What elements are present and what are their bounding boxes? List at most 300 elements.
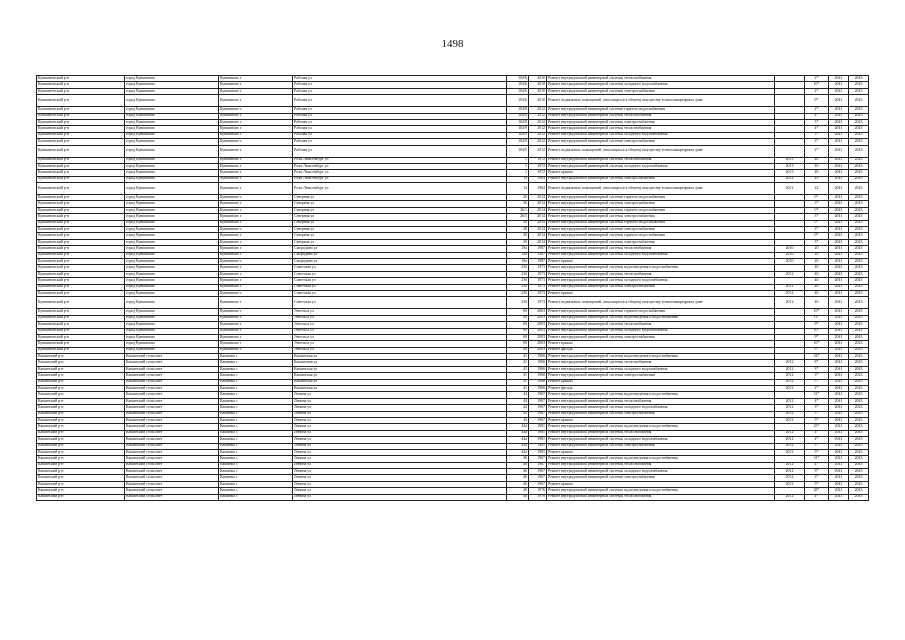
cell-locality: Кашинка с	[219, 398, 293, 404]
cell-year: 1966	[529, 379, 547, 385]
cell-street: Ленина ул	[293, 443, 507, 449]
cell-work: Ремонт внутридомовой инженерной системы водоотведения и водоснабжения	[547, 488, 775, 494]
cell-locality: Кувшиново г	[219, 284, 293, 290]
cell-district: Кашинский р-н	[37, 411, 125, 417]
cell-mark: 4*	[805, 398, 829, 404]
cell-street: Рабочая ул	[293, 76, 507, 82]
cell-house: 26	[507, 195, 529, 201]
cell-to: 2043	[849, 328, 869, 334]
cell-to: 2043	[849, 170, 869, 176]
cell-year: 1964	[529, 176, 547, 182]
cell-street: Ленина ул	[293, 469, 507, 475]
cell-to: 2043	[849, 366, 869, 372]
cell-from: 2041	[829, 145, 849, 157]
cell-to: 2043	[849, 132, 869, 138]
cell-mark: 3*	[805, 132, 829, 138]
cell-to: 2043	[849, 456, 869, 462]
cell-year: 1973	[529, 265, 547, 271]
cell-settlement: Кашинский сельсовет	[125, 469, 219, 475]
cell-settlement: Кашинский сельсовет	[125, 373, 219, 379]
cell-to: 2043	[849, 214, 869, 220]
cell-to: 2043	[849, 278, 869, 284]
cell-year: 1966	[529, 366, 547, 372]
cell-from: 2041	[829, 443, 849, 449]
cell-house: 41	[507, 366, 529, 372]
cell-district: Кувшиновский р-н	[37, 207, 125, 213]
cell-to: 2043	[849, 207, 869, 213]
cell-from: 2041	[829, 163, 849, 169]
cell-district: Кувшиновский р-н	[37, 246, 125, 252]
cell-from: 2041	[829, 220, 849, 226]
cell-from: 2041	[829, 119, 849, 125]
cell-repair-year: 2013	[775, 157, 805, 163]
cell-mark: 4*	[805, 126, 829, 132]
cell-settlement: город Кувшиново	[125, 341, 219, 347]
cell-mark: 2*	[805, 145, 829, 157]
cell-from: 2041	[829, 76, 849, 82]
cell-from: 2041	[829, 386, 849, 392]
cell-from: 2041	[829, 494, 849, 500]
cell-district: Кашинский р-н	[37, 392, 125, 398]
cell-settlement: Кашинский сельсовет	[125, 405, 219, 411]
cell-year: 2014	[529, 233, 547, 239]
cell-work: Ремонт внутридомовой инженерной системы теплоснабжения	[547, 271, 775, 277]
cell-house: 14	[507, 183, 529, 195]
cell-district: Кувшиновский р-н	[37, 201, 125, 207]
cell-mark: 4*	[805, 430, 829, 436]
cell-work: Ремонт внутридомовой инженерной системы водоотведения и водоснабжения	[547, 315, 775, 321]
cell-work: Ремонт крыши	[547, 417, 775, 423]
cell-settlement: город Кувшиново	[125, 252, 219, 258]
cell-house: 44а	[507, 443, 529, 449]
cell-year: 1964	[529, 183, 547, 195]
cell-mark: 28*	[805, 488, 829, 494]
cell-work: Ремонт внутридомовой инженерной системы водоотведения и водоснабжения	[547, 354, 775, 360]
cell-house: 41	[507, 360, 529, 366]
cell-from: 2041	[829, 411, 849, 417]
cell-street: Рабочая ул	[293, 82, 507, 88]
cell-locality: Кувшиново г	[219, 207, 293, 213]
cell-from: 2041	[829, 170, 849, 176]
cell-year: 1973	[529, 278, 547, 284]
cell-from: 2041	[829, 201, 849, 207]
cell-district: Кашинский р-н	[37, 366, 125, 372]
cell-work: Ремонт фасада	[547, 347, 775, 353]
cell-work: Ремонт внутридомовой инженерной системы электроснабжения	[547, 88, 775, 94]
cell-year: 1967	[529, 417, 547, 423]
cell-settlement: город Кувшиново	[125, 119, 219, 125]
cell-locality: Кувшиново г	[219, 163, 293, 169]
cell-year: 2012	[529, 119, 547, 125]
cell-year: 2010	[529, 76, 547, 82]
cell-district: Кашинский р-н	[37, 475, 125, 481]
cell-district: Кашинский р-н	[37, 462, 125, 468]
cell-locality: Кувшиново г	[219, 132, 293, 138]
cell-repair-year: 2012	[775, 284, 805, 290]
cell-work: Ремонт внутридомовой инженерной системы холодного водоснабжения	[547, 132, 775, 138]
cell-work: Ремонт внутридомовой инженерной системы электроснабжения	[547, 284, 775, 290]
cell-house: 48	[507, 494, 529, 500]
cell-from: 2041	[829, 107, 849, 113]
cell-work: Ремонт внутридомовой инженерной системы холодного водоснабжения	[547, 469, 775, 475]
cell-repair-year: 2012	[775, 462, 805, 468]
cell-street: Рабочая ул	[293, 107, 507, 113]
cell-locality: Кашинка с	[219, 437, 293, 443]
cell-district: Кашинский р-н	[37, 386, 125, 392]
cell-year: 1987	[529, 258, 547, 264]
cell-house: 104/8	[507, 113, 529, 119]
cell-year: 1973	[529, 284, 547, 290]
cell-repair-year: 2012	[775, 449, 805, 455]
cell-work: Ремонт внутридомовой инженерной системы теплоснабжения	[547, 322, 775, 328]
cell-year: 1967	[529, 392, 547, 398]
cell-year: 1976	[529, 494, 547, 500]
cell-settlement: город Кувшиново	[125, 170, 219, 176]
cell-locality: Кувшиново г	[219, 107, 293, 113]
cell-from: 2041	[829, 82, 849, 88]
cell-from: 2041	[829, 456, 849, 462]
cell-street: Рабочая ул	[293, 145, 507, 157]
cell-mark: 22	[805, 183, 829, 195]
cell-year: 2010	[529, 88, 547, 94]
cell-locality: Кувшиново г	[219, 271, 293, 277]
cell-street: Розы Люксембург ул	[293, 163, 507, 169]
cell-settlement: город Кувшиново	[125, 334, 219, 340]
cell-to: 2043	[849, 360, 869, 366]
cell-to: 2043	[849, 334, 869, 340]
cell-mark: 4*	[805, 437, 829, 443]
cell-street: Советская ул	[293, 271, 507, 277]
cell-to: 2043	[849, 233, 869, 239]
cell-to: 2043	[849, 488, 869, 494]
cell-mark: 2*	[805, 76, 829, 82]
cell-mark: 3*	[805, 214, 829, 220]
cell-street: Ленина ул	[293, 424, 507, 430]
cell-work: Ремонт внутридомовой инженерной системы электроснабжения	[547, 227, 775, 233]
table-row	[37, 183, 869, 195]
cell-district: Кувшиновский р-н	[37, 113, 125, 119]
cell-house: 104/9	[507, 145, 529, 157]
cell-mark: 40	[805, 265, 829, 271]
cell-mark: 3*	[805, 405, 829, 411]
cell-district: Кувшиновский р-н	[37, 328, 125, 334]
cell-street: Советская ул	[293, 265, 507, 271]
cell-settlement: город Кувшиново	[125, 95, 219, 107]
cell-to: 2043	[849, 417, 869, 423]
cell-settlement: город Кувшиново	[125, 309, 219, 315]
cell-mark: 10*	[805, 309, 829, 315]
cell-locality: Кувшиново г	[219, 201, 293, 207]
cell-settlement: Кашинский сельсовет	[125, 494, 219, 500]
cell-to: 2043	[849, 163, 869, 169]
cell-mark: 9*	[805, 334, 829, 340]
cell-district: Кашинский р-н	[37, 373, 125, 379]
cell-locality: Кашинка с	[219, 411, 293, 417]
cell-settlement: Кашинский сельсовет	[125, 488, 219, 494]
cell-settlement: город Кувшиново	[125, 88, 219, 94]
cell-work: Ремонт внутридомовой инженерной системы горячего водоснабжения	[547, 107, 775, 113]
cell-district: Кувшиновский р-н	[37, 258, 125, 264]
cell-mark: 10*	[805, 341, 829, 347]
cell-to: 2043	[849, 475, 869, 481]
cell-from: 2041	[829, 252, 849, 258]
cell-district: Кувшиновский р-н	[37, 145, 125, 157]
cell-district: Кувшиновский р-н	[37, 126, 125, 132]
cell-district: Кашинский р-н	[37, 354, 125, 360]
cell-work: Ремонт крыши	[547, 341, 775, 347]
cell-locality: Кувшиново г	[219, 113, 293, 119]
cell-district: Кувшиновский р-н	[37, 278, 125, 284]
cell-work: Ремонт внутридомовой инженерной системы электроснабжения	[547, 334, 775, 340]
cell-work: Ремонт внутридомовой инженерной системы водоотведения и водоснабжения	[547, 392, 775, 398]
cell-house: 104/6	[507, 88, 529, 94]
cell-work: Ремонт внутридомовой инженерной системы электроснабжения	[547, 443, 775, 449]
cell-district: Кашинский р-н	[37, 456, 125, 462]
cell-mark: 25*	[805, 424, 829, 430]
cell-to: 2043	[849, 437, 869, 443]
cell-year: 1966	[529, 386, 547, 392]
cell-house: 69	[507, 341, 529, 347]
cell-from: 2041	[829, 334, 849, 340]
cell-locality: Кувшиново г	[219, 347, 293, 353]
cell-locality: Кашинка с	[219, 449, 293, 455]
cell-district: Кашинский р-н	[37, 417, 125, 423]
cell-settlement: Кашинский сельсовет	[125, 462, 219, 468]
cell-work: Ремонт внутридомовой инженерной системы холодного водоснабжения	[547, 163, 775, 169]
cell-house: 23б	[507, 265, 529, 271]
cell-locality: Кувшиново г	[219, 220, 293, 226]
cell-street: Розы Люксембург ул	[293, 176, 507, 182]
cell-repair-year: 2013	[775, 163, 805, 169]
cell-to: 2043	[849, 246, 869, 252]
cell-year: 2012	[529, 126, 547, 132]
cell-mark: 40	[805, 157, 829, 163]
cell-district: Кувшиновский р-н	[37, 195, 125, 201]
cell-street: Ленина ул	[293, 456, 507, 462]
cell-from: 2041	[829, 297, 849, 309]
cell-street: Северная ул	[293, 207, 507, 213]
cell-from: 2041	[829, 469, 849, 475]
cell-year: 2012	[529, 139, 547, 145]
cell-district: Кувшиновский р-н	[37, 214, 125, 220]
table-row	[37, 145, 869, 157]
cell-year: 2014	[529, 227, 547, 233]
cell-district: Кувшиновский р-н	[37, 163, 125, 169]
cell-house: 28	[507, 227, 529, 233]
cell-settlement: Кашинский сельсовет	[125, 360, 219, 366]
cell-year: 2014	[529, 195, 547, 201]
cell-to: 2043	[849, 481, 869, 487]
cell-repair-year: 2012	[775, 443, 805, 449]
cell-locality: Кувшиново г	[219, 278, 293, 284]
cell-work: Ремонт внутридомовой инженерной системы водоотведения и водоснабжения	[547, 265, 775, 271]
cell-locality: Кувшиново г	[219, 233, 293, 239]
cell-mark: 3*	[805, 475, 829, 481]
cell-district: Кашинский р-н	[37, 437, 125, 443]
cell-house: 44	[507, 392, 529, 398]
cell-to: 2043	[849, 195, 869, 201]
cell-street: Северная ул	[293, 239, 507, 245]
cell-settlement: город Кувшиново	[125, 214, 219, 220]
cell-repair-year: 2012	[775, 176, 805, 182]
cell-mark: 40	[805, 271, 829, 277]
cell-repair-year: 2010	[775, 246, 805, 252]
cell-work: Ремонт крыши	[547, 290, 775, 296]
cell-to: 2043	[849, 411, 869, 417]
cell-street: Северная ул	[293, 195, 507, 201]
cell-from: 2041	[829, 437, 849, 443]
cell-from: 2041	[829, 233, 849, 239]
cell-settlement: город Кувшиново	[125, 132, 219, 138]
cell-house: 69	[507, 328, 529, 334]
cell-from: 2041	[829, 417, 849, 423]
cell-from: 2041	[829, 475, 849, 481]
cell-mark: 40	[805, 170, 829, 176]
cell-district: Кашинский р-н	[37, 469, 125, 475]
cell-from: 2041	[829, 176, 849, 182]
cell-work: Ремонт внутридомовой инженерной системы горячего водоснабжения	[547, 233, 775, 239]
cell-street: Энгельса ул	[293, 334, 507, 340]
cell-repair-year: 2012	[775, 469, 805, 475]
cell-year: 2012	[529, 113, 547, 119]
cell-year: 1973	[529, 271, 547, 277]
cell-year: 1973	[529, 290, 547, 296]
cell-year: 2014	[529, 220, 547, 226]
cell-year: 2012	[529, 145, 547, 157]
cell-locality: Кувшиново г	[219, 139, 293, 145]
cell-district: Кувшиновский р-н	[37, 284, 125, 290]
cell-work: Ремонт внутридомовой инженерной системы горячего водоснабжения	[547, 207, 775, 213]
cell-street: Кашинская ул	[293, 373, 507, 379]
cell-mark: 10*	[805, 82, 829, 88]
cell-mark: 20	[805, 258, 829, 264]
cell-district: Кашинский р-н	[37, 494, 125, 500]
cell-house: 44	[507, 411, 529, 417]
cell-mark: 0*	[805, 220, 829, 226]
cell-to: 2043	[849, 157, 869, 163]
cell-work: Ремонт внутридомовой инженерной системы холодного водоснабжения	[547, 437, 775, 443]
cell-district: Кувшиновский р-н	[37, 95, 125, 107]
cell-mark: 3*	[805, 469, 829, 475]
capital-repair-table	[36, 75, 869, 501]
cell-street: Рабочая ул	[293, 126, 507, 132]
cell-locality: Кувшиново г	[219, 297, 293, 309]
cell-repair-year	[775, 145, 805, 157]
cell-house: 46	[507, 469, 529, 475]
page-number: 1498	[441, 38, 464, 50]
cell-work: Ремонт внутридомовой инженерной системы холодного водоснабжения	[547, 328, 775, 334]
cell-year: 1981	[529, 424, 547, 430]
cell-to: 2043	[849, 405, 869, 411]
cell-settlement: город Кувшиново	[125, 163, 219, 169]
cell-street: Розы Люксембург ул	[293, 170, 507, 176]
cell-mark: 5*	[805, 481, 829, 487]
cell-to: 2043	[849, 392, 869, 398]
cell-locality: Кувшиново г	[219, 88, 293, 94]
cell-to: 2043	[849, 126, 869, 132]
cell-house: 18а	[507, 246, 529, 252]
cell-street: Кашинская ул	[293, 379, 507, 385]
cell-district: Кувшиновский р-н	[37, 239, 125, 245]
cell-year: 1967	[529, 475, 547, 481]
table-body	[37, 76, 869, 501]
cell-mark: 2*	[805, 386, 829, 392]
cell-work: Ремонт внутридомовой инженерной системы теплоснабжения	[547, 246, 775, 252]
cell-from: 2041	[829, 195, 849, 201]
cell-district: Кувшиновский р-н	[37, 347, 125, 353]
cell-year: 2003	[529, 328, 547, 334]
cell-mark: 3*	[805, 373, 829, 379]
cell-mark: 3*	[805, 227, 829, 233]
cell-house: 104/9	[507, 126, 529, 132]
cell-work: Ремонт подвальных помещений, относящихся к общему имуществу в многоквартирном доме	[547, 297, 775, 309]
cell-settlement: город Кувшиново	[125, 278, 219, 284]
cell-district: Кувшиновский р-н	[37, 183, 125, 195]
cell-mark: 40	[805, 284, 829, 290]
cell-district: Кувшиновский р-н	[37, 341, 125, 347]
cell-district: Кувшиновский р-н	[37, 82, 125, 88]
cell-settlement: город Кувшиново	[125, 347, 219, 353]
cell-year: 2014	[529, 207, 547, 213]
cell-locality: Кашинка с	[219, 392, 293, 398]
cell-mark: 3*	[805, 239, 829, 245]
cell-mark: 3*	[805, 443, 829, 449]
cell-to: 2043	[849, 462, 869, 468]
cell-house: 46	[507, 475, 529, 481]
cell-to: 2043	[849, 297, 869, 309]
cell-street: Ленина ул	[293, 494, 507, 500]
cell-work: Ремонт внутридомовой инженерной системы водоотведения и водоснабжения	[547, 424, 775, 430]
cell-from: 2041	[829, 430, 849, 436]
cell-from: 2041	[829, 139, 849, 145]
table-row	[37, 95, 869, 107]
cell-repair-year: 2012	[775, 386, 805, 392]
cell-work: Ремонт крыши	[547, 170, 775, 176]
cell-settlement: Кашинский сельсовет	[125, 475, 219, 481]
cell-house: 69	[507, 347, 529, 353]
cell-settlement: город Кувшиново	[125, 315, 219, 321]
cell-from: 2041	[829, 354, 849, 360]
cell-settlement: город Кувшиново	[125, 328, 219, 334]
cell-year: 2012	[529, 107, 547, 113]
cell-year: 1973	[529, 297, 547, 309]
cell-to: 2043	[849, 145, 869, 157]
cell-from: 2041	[829, 424, 849, 430]
cell-district: Кувшиновский р-н	[37, 252, 125, 258]
cell-work: Ремонт фасада	[547, 386, 775, 392]
cell-work: Ремонт крыши	[547, 258, 775, 264]
cell-from: 2041	[829, 239, 849, 245]
cell-work: Ремонт внутридомовой инженерной системы электроснабжения	[547, 119, 775, 125]
cell-district: Кувшиновский р-н	[37, 315, 125, 321]
cell-house: 104/8	[507, 107, 529, 113]
cell-to: 2043	[849, 449, 869, 455]
cell-house: 104/9	[507, 132, 529, 138]
cell-settlement: город Кувшиново	[125, 126, 219, 132]
cell-house: 41	[507, 354, 529, 360]
cell-mark: 40	[805, 163, 829, 169]
cell-from: 2041	[829, 315, 849, 321]
cell-settlement: город Кувшиново	[125, 239, 219, 245]
cell-from: 2041	[829, 462, 849, 468]
cell-work: Ремонт внутридомовой инженерной системы холодного водоснабжения	[547, 405, 775, 411]
cell-mark: 40	[805, 278, 829, 284]
cell-district: Кувшиновский р-н	[37, 76, 125, 82]
cell-settlement: город Кувшиново	[125, 246, 219, 252]
cell-locality: Кувшиново г	[219, 195, 293, 201]
cell-year: 1967	[529, 411, 547, 417]
cell-settlement: город Кувшиново	[125, 227, 219, 233]
